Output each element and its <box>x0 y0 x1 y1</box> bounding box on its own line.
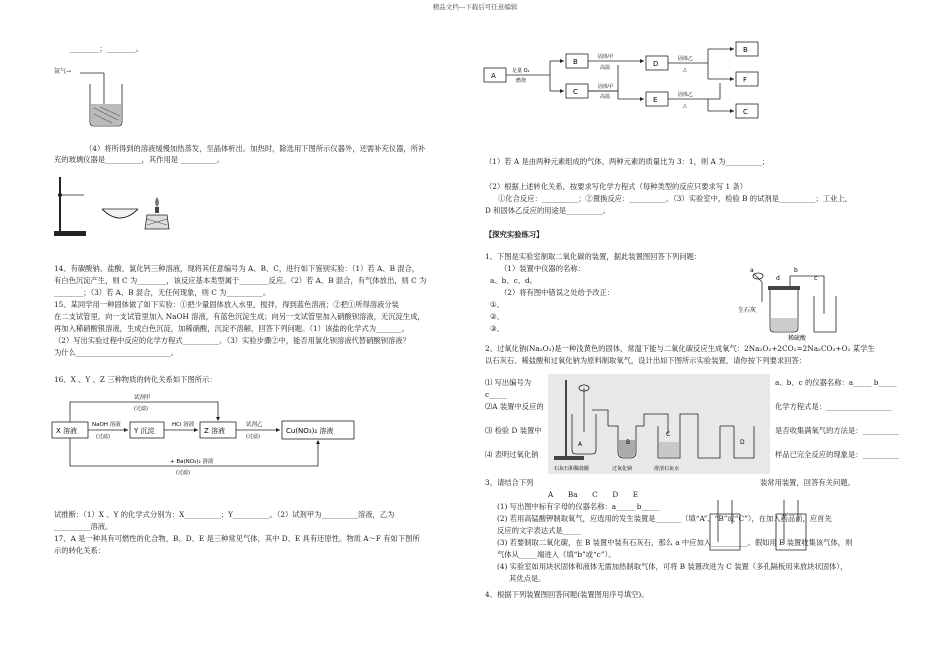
exp2-line4: c_____ <box>485 390 508 399</box>
exp1-line4: （2）将有图中错误之处给予改正： <box>500 288 615 297</box>
app-label-1: 石灰石和稀盐酸 <box>554 466 590 472</box>
node-d: D <box>653 60 659 68</box>
x-node: X 溶液 <box>56 427 78 435</box>
burn-label: 燃烧 <box>516 78 527 84</box>
exp3-line5: (3) 若要制取二氧化碳，在 B 装置中装有石灰石，那么 a 中应加入__________。假如用 E 装置收集该气体，则 <box>497 538 853 547</box>
exp4-line: 4、根据下列装置图回答问题(装置图用序号填空)。 <box>485 590 649 599</box>
q15-line5: 为什么__________________________。 <box>54 348 179 357</box>
exp1-line2: （1）装置中仪器的名称： <box>500 264 585 273</box>
q15-line1: 15、某同学用一种固体做了如下实验：①把少量固体放入水里，搅拌，得到蓝色溶液；②把①所得溶液分装 <box>54 300 399 309</box>
o2-label: 足量 O₂ <box>512 68 530 74</box>
co2-apparatus-figure <box>740 262 850 342</box>
q4-line2: 充的玻璃仪器是__________，其作用是 __________。 <box>54 155 225 164</box>
exp3-letters: A Ba C D E <box>548 490 639 499</box>
q4-line1: （4）将所得到的溶液缓慢加热蒸发，至晶体析出。加热时，除选用下图所示仪器外，还需补充仪器，所补 <box>85 144 426 153</box>
filter-label-2: (过滤) <box>134 406 148 412</box>
label-b: b <box>794 267 798 274</box>
node-e: E <box>653 96 658 104</box>
r-q4: D 和固体乙反应的用途是__________。 <box>485 206 610 215</box>
app-label-2: 过氧化钠 <box>612 466 633 472</box>
high-temp-label-2: 高温 <box>600 94 611 100</box>
exp2-line1: 2、过氧化钠(Na₂O₂)是一种浅黄色的固体，常温下能与二氧化碳反应生成氧气：2Na₂O₂+2CO₂=2Na₂CO₃+O₂ 某学生 <box>485 344 875 353</box>
jia-label: 试剂甲 <box>134 395 151 401</box>
naoh-label: NaOH 溶液 <box>92 422 121 428</box>
exp3-line8: 其优点是。 <box>509 574 546 583</box>
q15-line3: 再加入稀硝酸银溶液，生成白色沉淀，加稀硝酸，沉淀不溶解，回答下列问题。（1）该盐的化学式为_______。 <box>54 324 409 333</box>
exp1-line3: a、b、c、d。 <box>490 276 537 285</box>
q16-answer1: 试推断：（1）X 、Y 的化学式分别为：X__________；Y__________。（2）试剂甲为__________溶液，乙为 <box>54 510 395 519</box>
node-b: B <box>573 58 578 66</box>
solid-jia-label-2: 固体甲 <box>598 84 614 90</box>
beaker-figure <box>80 70 130 130</box>
exp2-line3b: a、b、c 的仪器名称：a_____ b_____ <box>775 378 897 387</box>
section-title: 【探究实验练习】 <box>485 230 544 239</box>
solid-jia-label-1: 固体甲 <box>598 54 614 60</box>
exp1-line1: 1、下图是实验室制取二氧化碳的装置，据此装置图回答下列问题： <box>485 252 702 261</box>
q17-line1: 17、A 是一种具有可燃性的化合物，B、D、E 是三种常见气体，其中 D、E 具有还原性。物质 A～F 有如下图所 <box>54 534 420 543</box>
filter-label-3: (过滤) <box>246 434 260 440</box>
o2-apparatus-photo <box>548 374 770 474</box>
exp3-line7: (4) 实验室如用块状固体和液体无需加热制取气体，可将 B 装置改进为 C 装置（多孔隔板用来放块状固体）， <box>497 562 848 571</box>
q17-line2: 示的转化关系： <box>54 546 106 555</box>
high-temp-label-1: 高温 <box>600 65 611 71</box>
q14-line1: 14、有碳酸钠、盐酸、氯化钙三种溶液，现将其任意编号为 A、B、C，进行如下鉴别实验：（1）若 A、B 混合， <box>54 264 420 273</box>
q16-answer2: __________溶液。 <box>54 522 113 531</box>
exp3-line4: 反应的文字表达式是_____ <box>497 526 581 535</box>
node-b2: B <box>743 46 748 54</box>
exp1-line5: ①、 <box>490 300 504 309</box>
node-c: C <box>573 88 578 96</box>
page-header: 精品文档---下载后可任意编辑 <box>432 3 518 11</box>
yi-label: 试剂乙 <box>246 422 263 428</box>
exp2-line6b: 是否收集满氧气的方法是：__________ <box>775 426 900 435</box>
exp2-line6a: ⑶ 检验 D 装置中 <box>485 426 542 435</box>
label-a: a <box>750 267 754 274</box>
filter-label-1: (过滤) <box>96 434 110 440</box>
exp3-line1b: 装常用装置，回答有关问题。 <box>760 478 855 487</box>
app-c: C <box>666 431 671 438</box>
app-b: B <box>626 439 631 446</box>
app-a: A <box>578 441 583 448</box>
exp3-line2: (1) 写出图中标有字母的仪器名称：a_____ b_____ <box>497 502 660 511</box>
label-xilinsuan: 稀硫酸 <box>788 335 807 342</box>
app-d: D <box>740 439 745 446</box>
r-q1: （1）若 A 是由两种元素组成的气体，两种元素的质量比为 3：1，则 A 为__________； <box>485 157 770 166</box>
ba-label: + Ba(NO₃)₂ 溶液 <box>170 459 214 465</box>
solid-yi-label-1: 固体乙 <box>678 56 694 62</box>
blank-line: ________；________。 <box>70 44 143 53</box>
exp1-line6: ②、 <box>490 312 504 321</box>
evaporating-dish-icon <box>100 205 140 225</box>
r-q3: ①化合反应：__________；②置换反应：__________。（3）实验室中，检验 B 的试剂是__________；工业上， <box>498 194 852 203</box>
exp3-line6: 气体从_____端进入（填“b”或“c”）。 <box>497 550 616 559</box>
q15-line2: 在二支试管里，向一支试管里加入 NaOH 溶液，有蓝色沉淀生成；向另一支试管里加入硝酸钡溶液，无沉淀生成， <box>54 312 425 321</box>
node-c2: C <box>743 108 748 116</box>
z-node: Z 溶液 <box>204 427 226 435</box>
r-q2: （2）根据上述转化关系，按要求写化学方程式（每种类型的反应只要求写 1 条） <box>485 182 748 191</box>
node-f: F <box>743 76 748 84</box>
label-d: d <box>776 275 780 282</box>
y-node: Y 沉淀 <box>134 427 155 435</box>
heat-label-1: △ <box>683 67 687 73</box>
app-label-3: 澄清石灰水 <box>654 466 680 472</box>
exp1-line7: ③、 <box>490 324 504 333</box>
gas-bottles-figure <box>700 494 820 554</box>
exp2-line2: 以石灰石、稀盐酸和过氧化钠为原料制取氧气，设计出如下图所示实验装置，请你按下列要求回答： <box>485 356 807 365</box>
exp2-line3a: ⑴ 写出编号为 <box>485 378 532 387</box>
exp3-line3: (2) 若用高锰酸钾制取氧气，应选用的发生装置是_______（填“A”、“B”或“C”），在加入药品前，应首先 <box>497 514 832 523</box>
hcl-label: HCl 溶液 <box>172 422 195 428</box>
q16-diagram <box>50 388 380 488</box>
exp3-line1a: 3、请结合下列 <box>485 478 534 487</box>
iron-stand-icon <box>52 175 92 240</box>
q14-line2: 有白色沉淀产生，则 C 为________，该反应基本类型属于________反应。（2）若 A、B 混合，有气体放出，则 C 为 <box>54 276 427 285</box>
q15-line4: （2）写出实验过程中反应的化学方程式__________。（3）实验步骤②中，能否用氯化钡溶液代替硝酸钡溶液？ <box>54 336 410 345</box>
alcohol-lamp-icon <box>142 195 172 235</box>
exp2-line5a: ⑵A 装置中反应的 <box>485 402 544 411</box>
node-a: A <box>491 72 496 80</box>
gas-label: 氩气→ <box>54 68 72 75</box>
cu-node: Cu(NO₃)₂ 溶液 <box>286 427 334 435</box>
filter-label-4: (过滤) <box>176 470 190 476</box>
q14-line3: ________；（3）若 A、B 混合，无任何现象，则 C 为__________。 <box>54 288 271 297</box>
exp2-line7a: ⑷ 表明过氧化钠 <box>485 450 539 459</box>
heat-label-2: △ <box>683 103 687 109</box>
solid-yi-label-2: 固体乙 <box>678 92 694 98</box>
q16-title: 16、X 、Y 、Z 三种物质的转化关系如下图所示： <box>54 375 217 384</box>
q17-flow-diagram <box>480 38 780 128</box>
label-c: c <box>814 275 818 282</box>
label-shihui: 生石灰 <box>738 307 757 314</box>
exp2-line7b: 样品已完全反应的现象是：__________ <box>775 450 900 459</box>
exp2-line5b: 化学方程式是：__________________ <box>775 402 892 411</box>
